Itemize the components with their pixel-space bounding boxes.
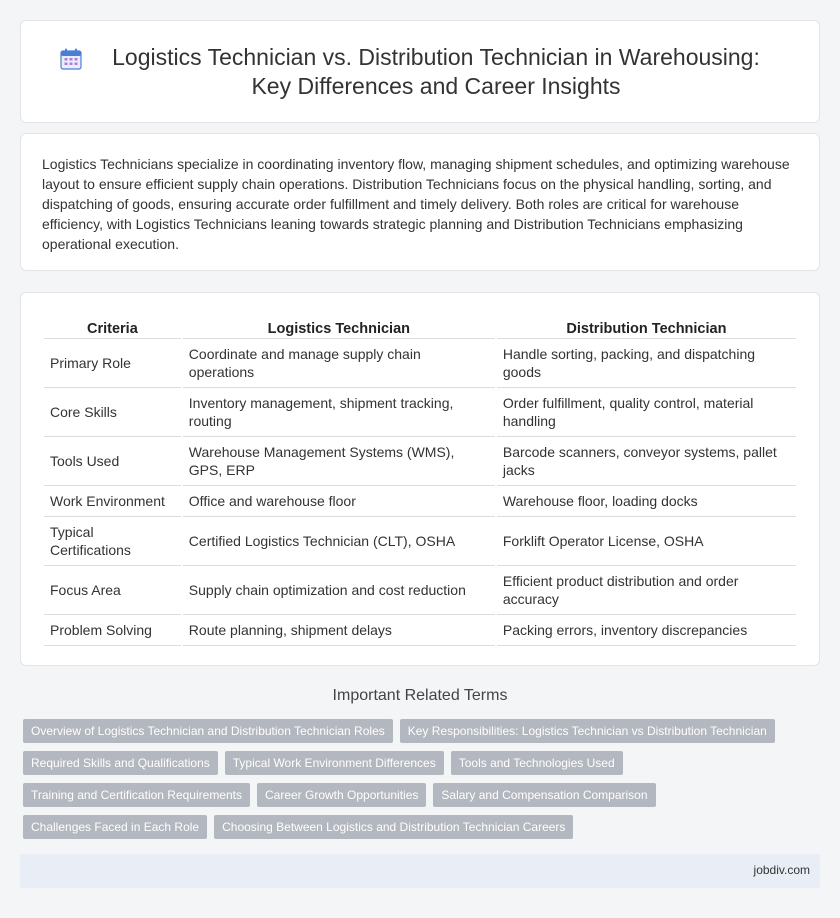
page-title: Logistics Technician vs. Distribution Technician in Warehousing: Key Differences and Career Insights: [112, 44, 760, 99]
tag-row: [23, 815, 803, 839]
tag-row: [23, 719, 803, 743]
row-logistics: Route planning, shipment delays: [183, 615, 495, 646]
related-tag[interactable]: Required Skills and Qualifications: [23, 751, 218, 775]
related-tag[interactable]: Career Growth Opportunities: [257, 783, 426, 807]
row-criteria: Focus Area: [44, 566, 181, 615]
intro-text: Logistics Technicians specialize in coordinating inventory flow, managing shipment schedules, and optimizing warehouse layout to ensure efficient supply chain operations. Distribution Technicians focus on the physical handling, sorting, and dispatching of goods, ensuring accurate order fulfillment and timely delivery. Both roles are critical for warehouse efficiency, with Logistics Technicians leaning towards strategic planning and Distribution Technicians emphasizing operational execution.: [42, 156, 790, 252]
related-tag[interactable]: Choosing Between Logistics and Distribution Technician Careers: [214, 815, 573, 839]
row-logistics: Coordinate and manage supply chain operations: [183, 339, 495, 388]
row-criteria: Problem Solving: [44, 615, 181, 646]
header-card: [20, 20, 820, 123]
related-terms-title: Important Related Terms: [332, 687, 508, 704]
table-row: [44, 517, 796, 566]
header-logistics: Logistics Technician: [183, 316, 495, 339]
comparison-table: [42, 316, 798, 646]
table-row: [44, 437, 796, 486]
row-criteria: Work Environment: [44, 486, 181, 517]
related-tags: [23, 719, 803, 847]
tag-row: [23, 751, 803, 775]
row-distribution: Order fulfillment, quality control, material handling: [497, 388, 796, 437]
footer-site-link[interactable]: jobdiv.com: [753, 863, 810, 877]
row-criteria: Core Skills: [44, 388, 181, 437]
table-row: [44, 486, 796, 517]
row-logistics: Supply chain optimization and cost reduction: [183, 566, 495, 615]
row-logistics: Warehouse Management Systems (WMS), GPS, ERP: [183, 437, 495, 486]
row-logistics: Inventory management, shipment tracking, routing: [183, 388, 495, 437]
row-logistics: Certified Logistics Technician (CLT), OSHA: [183, 517, 495, 566]
table-row: [44, 615, 796, 646]
row-criteria: Primary Role: [44, 339, 181, 388]
table-row: [44, 566, 796, 615]
related-tag[interactable]: Salary and Compensation Comparison: [433, 783, 655, 807]
title-wrap: [21, 43, 821, 101]
footer: [20, 854, 820, 888]
header-distribution: Distribution Technician: [497, 316, 796, 339]
related-tag[interactable]: Key Responsibilities: Logistics Technician vs Distribution Technician: [400, 719, 775, 743]
tag-row: [23, 783, 803, 807]
row-distribution: Warehouse floor, loading docks: [497, 486, 796, 517]
intro-card: [20, 133, 820, 271]
calendar-icon: [59, 47, 83, 71]
related-tag[interactable]: Overview of Logistics Technician and Distribution Technician Roles: [23, 719, 393, 743]
row-distribution: Handle sorting, packing, and dispatching goods: [497, 339, 796, 388]
row-distribution: Packing errors, inventory discrepancies: [497, 615, 796, 646]
related-tag[interactable]: Training and Certification Requirements: [23, 783, 250, 807]
row-logistics: Office and warehouse floor: [183, 486, 495, 517]
row-criteria: Typical Certifications: [44, 517, 181, 566]
related-tag[interactable]: Tools and Technologies Used: [451, 751, 623, 775]
row-distribution: Forklift Operator License, OSHA: [497, 517, 796, 566]
comparison-card: [20, 292, 820, 666]
related-tag[interactable]: Challenges Faced in Each Role: [23, 815, 207, 839]
table-row: [44, 339, 796, 388]
table-header-row: [44, 316, 796, 339]
row-distribution: Efficient product distribution and order accuracy: [497, 566, 796, 615]
row-distribution: Barcode scanners, conveyor systems, pallet jacks: [497, 437, 796, 486]
table-row: [44, 388, 796, 437]
related-tag[interactable]: Typical Work Environment Differences: [225, 751, 444, 775]
row-criteria: Tools Used: [44, 437, 181, 486]
header-criteria: Criteria: [44, 316, 181, 339]
